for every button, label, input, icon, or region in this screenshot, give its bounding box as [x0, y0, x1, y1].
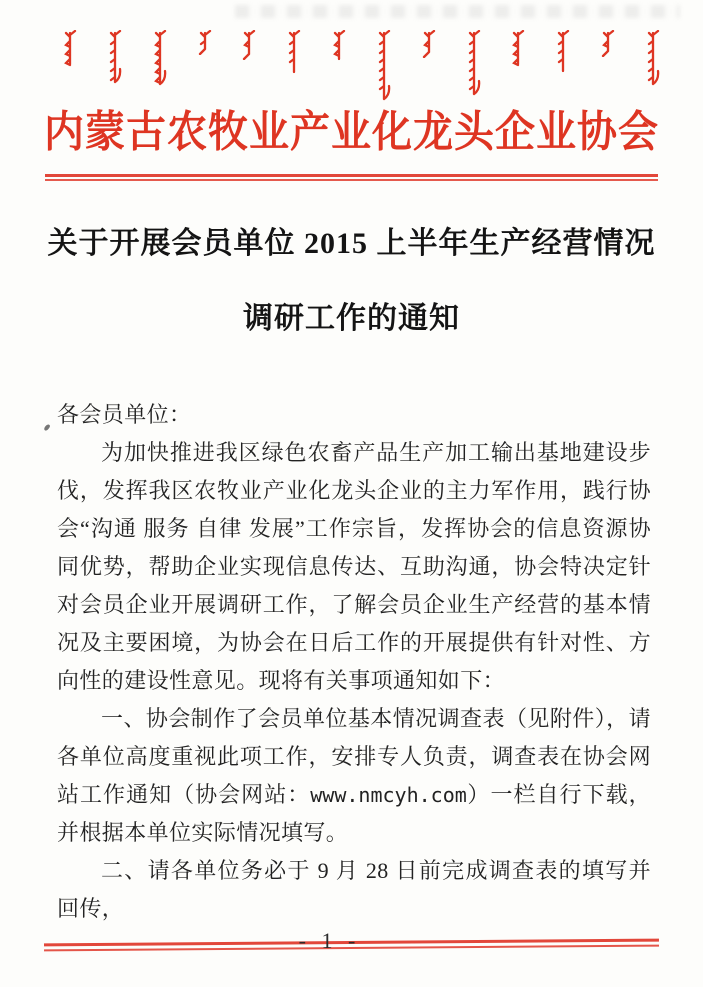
letterhead-divider [45, 174, 658, 181]
document-body [57, 396, 651, 928]
mongolian-word [600, 30, 616, 57]
divider-thin-line [45, 179, 658, 181]
item1-text-before: 一、协会制作了会员单位基本情况调查表（见附件），请各单位高度重视此项工作，安排专人负责，调查表在协会网站工作通知（协会网站： [57, 706, 651, 807]
salutation: 各会员单位： [57, 402, 192, 427]
item1-text-after: ）一栏自行下载，并根据本单位实际情况填写。 [57, 782, 651, 845]
mongolian-word [376, 30, 392, 105]
document-title [0, 224, 703, 339]
paragraph-intro: 为加快推进我区绿色农畜产品生产加工输出基地建设步伐，发挥我区农牧业产业化龙头企业的主力军作用，践行协会“沟通 服务 自律 发展”工作宗旨，发挥协会的信息资源协同优势，帮助企业实现信息传达、互助沟通，协会特决定针对会员企业开展调研工作，了解会员企业生产经营的基本情况及主要困境，为协会在日后工作的开展提供有针对性、方向性的建设性意见。现将有关事项通知如下： [57, 440, 651, 693]
document-title-line1: 关于开展会员单位 2015 上半年生产经营情况 [47, 227, 656, 260]
mongolian-word [331, 30, 347, 65]
paragraph-item1 [57, 700, 651, 852]
paragraph-item2: 二、请各单位务必于 9 月 28 日前完成调查表的填写并回传， [57, 858, 651, 921]
mongolian-word [62, 30, 78, 70]
mongolian-word [197, 30, 213, 55]
org-name: 内蒙古农牧业产业化龙头企业协会 [44, 107, 659, 157]
document-title-line2: 调研工作的通知 [243, 302, 460, 335]
website-url: www.nmcyh.com [310, 783, 467, 807]
ink-speck-artifact [43, 424, 50, 432]
mongolian-word [645, 30, 661, 90]
mongolian-word [421, 30, 437, 58]
page-number: - 1 - [298, 928, 361, 953]
divider-thick-line [45, 174, 658, 177]
mongolian-word [241, 30, 257, 60]
mongolian-word [286, 30, 302, 78]
mongolian-word [466, 30, 482, 100]
mongolian-word [555, 30, 571, 77]
mongolian-word [152, 30, 168, 90]
scan-ghost-artifact [235, 5, 680, 18]
mongolian-word [510, 30, 526, 70]
mongolian-word [107, 30, 123, 88]
